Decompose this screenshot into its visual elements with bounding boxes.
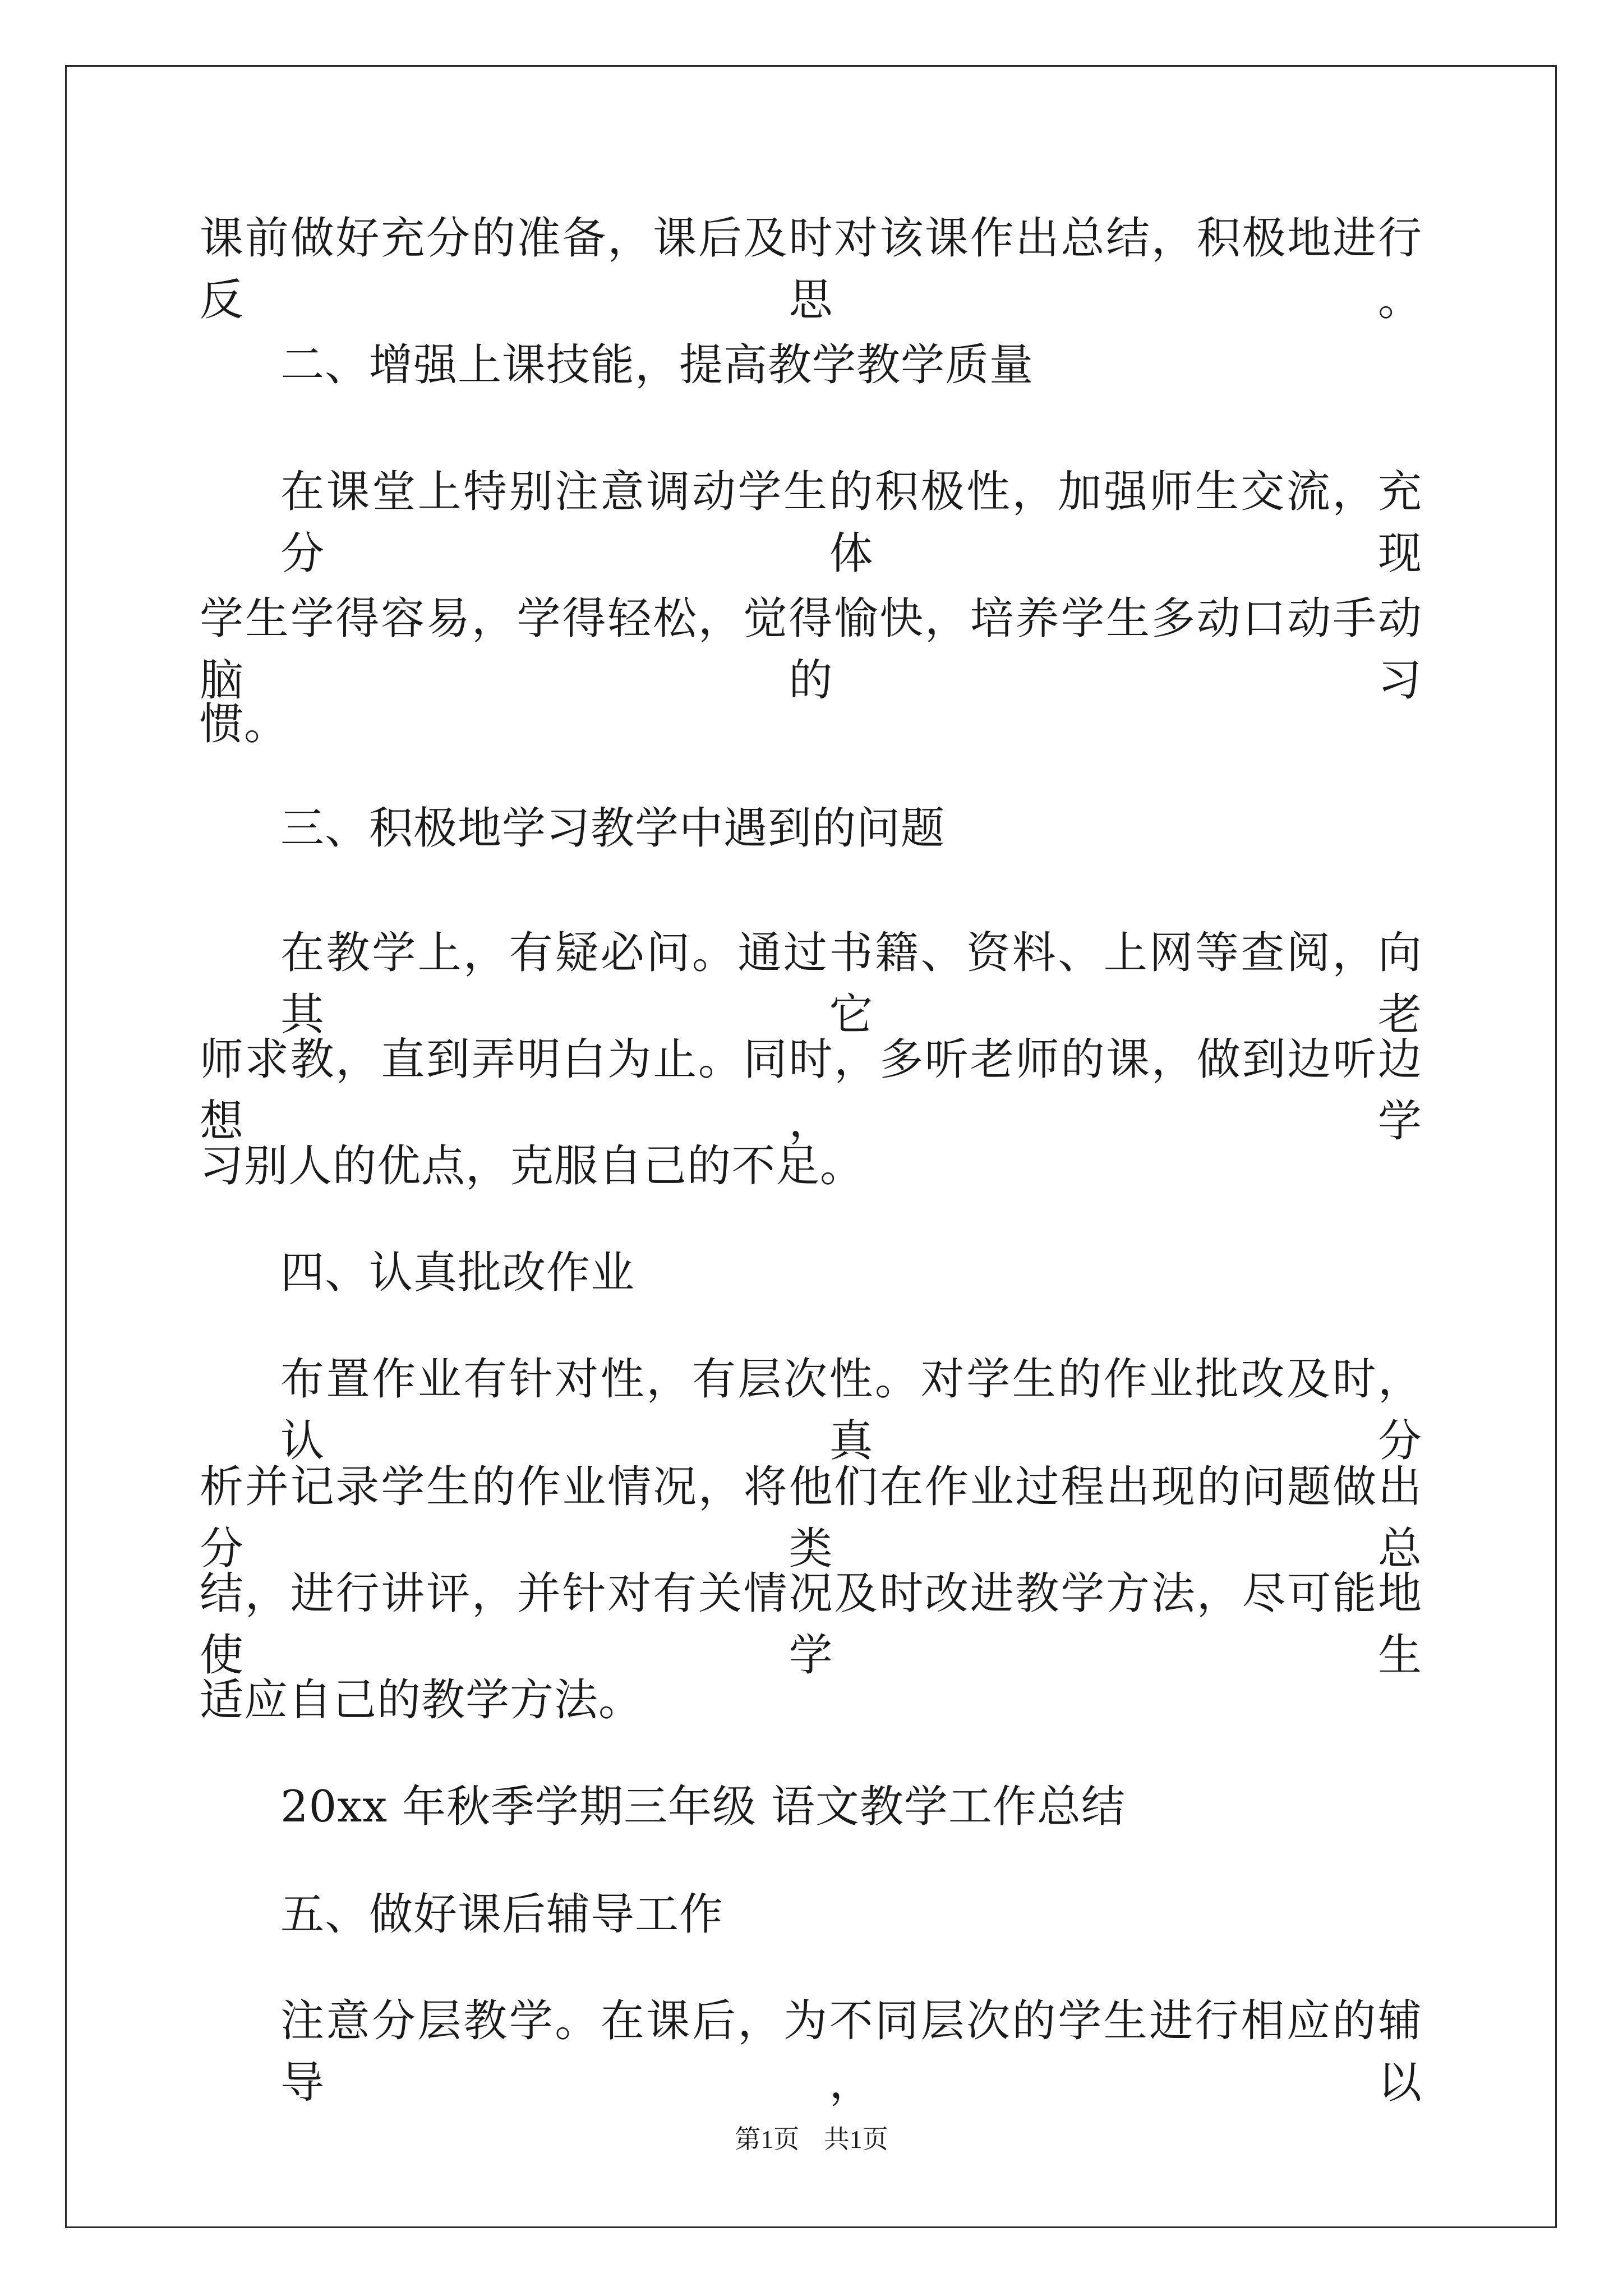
page-number: 第1页 — [735, 2125, 800, 2154]
section-heading: 四、认真批改作业 — [280, 1248, 635, 1298]
paragraph-line: 惯。 — [200, 699, 289, 749]
paragraph-line: 布置作业有针对性，有层次性。对学生的作业批改及时，认真分 — [280, 1354, 1422, 1466]
paragraph-line: 在教学上，有疑必问。通过书籍、资料、上网等查阅，向其它老 — [280, 928, 1422, 1040]
paragraph-line: 师求教，直到弄明白为止。同时，多听老师的课，做到边听边想，学 — [200, 1034, 1422, 1147]
paragraph-line: 学生学得容易，学得轻松，觉得愉快，培养学生多动口动手动脑的习 — [200, 593, 1422, 706]
paragraph-line: 课前做好充分的准备，课后及时对该课作出总结，积极地进行反思。 — [200, 213, 1422, 325]
paragraph-line: 注意分层教学。在课后，为不同层次的学生进行相应的辅导，以 — [280, 1996, 1422, 2108]
paragraph-line: 习别人的优点，克服自己的不足。 — [200, 1141, 865, 1191]
paragraph-line: 适应自己的教学方法。 — [200, 1675, 643, 1726]
document-subtitle: 20xx 年秋季学期三年级 语文教学工作总结 — [280, 1782, 1126, 1832]
paragraph-line: 析并记录学生的作业情况，将他们在作业过程出现的问题做出分类总 — [200, 1462, 1422, 1574]
section-heading: 三、积极地学习教学中遇到的问题 — [280, 803, 946, 854]
section-heading: 二、增强上课技能，提高教学教学质量 — [280, 340, 1034, 390]
page-total: 共1页 — [823, 2125, 888, 2154]
page-footer — [0, 2123, 1623, 2156]
paragraph-line: 结，进行讲评，并针对有关情况及时改进教学方法，尽可能地使学生 — [200, 1568, 1422, 1681]
paragraph-line: 在课堂上特别注意调动学生的积极性，加强师生交流，充分体现 — [280, 467, 1422, 579]
section-heading: 五、做好课后辅导工作 — [280, 1889, 724, 1940]
